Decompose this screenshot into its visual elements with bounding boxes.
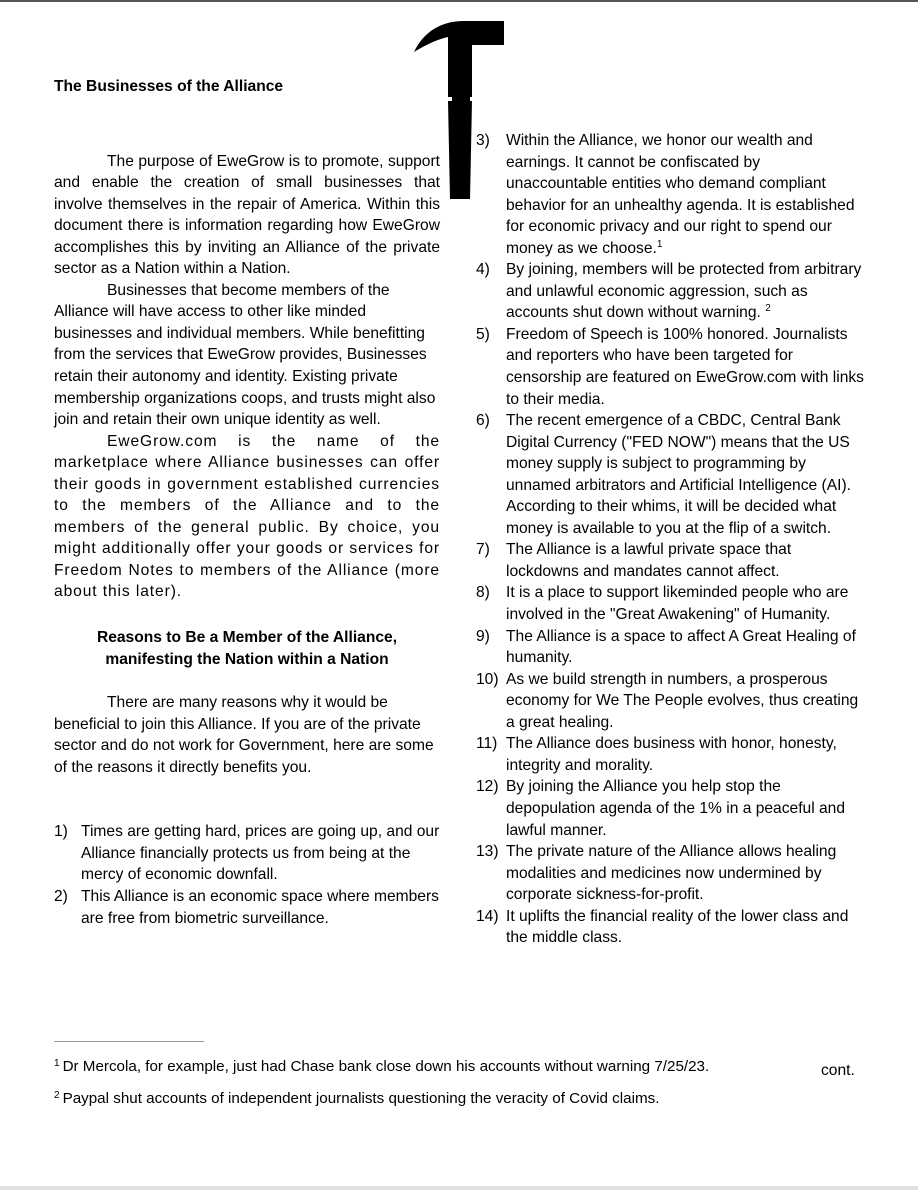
list-number: 2): [54, 887, 68, 905]
list-number: 10): [476, 670, 499, 688]
footnote-divider: [54, 1041, 204, 1042]
list-item: [476, 324, 864, 410]
section-heading: [54, 627, 440, 670]
list-text: Times are getting hard, prices are going up, and our Alliance financially protects us from being at the mercy of economic downfall.: [81, 823, 440, 884]
list-number: 12): [476, 778, 499, 796]
footnote-text: Paypal shut accounts of independent journalists questioning the veracity of Covid claims.: [62, 1090, 660, 1107]
list-number: 4): [476, 261, 490, 279]
paragraph-intro: There are many reasons why it would be beneficial to join this Alliance. If you are of the private sector and do not work for Government, here are some of the reasons it directly benefits you.: [54, 694, 434, 776]
list-number: 8): [476, 584, 490, 602]
list-item: [476, 259, 864, 324]
footnote-text: Dr Mercola, for example, just had Chase bank close down his accounts without warning 7/25/23.: [62, 1058, 710, 1075]
list-item: [476, 626, 864, 669]
list-item: [476, 410, 864, 539]
list-text: As we build strength in numbers, a prosperous economy for We The People evolves, thus creating a great healing.: [506, 670, 859, 731]
list-text: It uplifts the financial reality of the lower class and the middle class.: [506, 907, 849, 947]
paragraph-businesses: Businesses that become members of the Alliance will have access to other like minded businesses and individual members. While benefitting from the services that EweGrow provides, Businesses retain their autonomy and identity. Existing private membership organizations coops, and trusts might also join and retain their own unique identity as well.: [54, 281, 436, 429]
list-text: Freedom of Speech is 100% honored. Journalists and reporters who have been targeted for censorship are featured on EweGrow.com with links to their media.: [506, 325, 864, 408]
list-text: This Alliance is an economic space where members are free from biometric surveillance.: [81, 887, 439, 927]
list-item: [476, 841, 864, 906]
list-item: [476, 906, 864, 949]
list-text: The recent emergence of a CBDC, Central Bank Digital Currency ("FED NOW") means that the US money supply is subject to programming by unnamed arbitrators and Artificial Intelligence (AI). According to their whims, it will be decided what money is available to you at the flip of a switch.: [506, 412, 851, 537]
list-text: The private nature of the Alliance allows healing modalities and medicines now undermined by corporate sickness-for-profit.: [506, 843, 837, 904]
list-item: [476, 582, 864, 625]
right-column: [476, 130, 864, 949]
reasons-list-right: [476, 130, 864, 949]
list-text: By joining, members will be protected from arbitrary and unlawful economic aggression, such as accounts shut down without warning.: [506, 261, 862, 322]
list-number: 11): [476, 735, 498, 753]
list-number: 5): [476, 325, 490, 343]
top-rule: [0, 0, 918, 2]
list-text: Within the Alliance, we honor our wealth and earnings. It cannot be confiscated by unaccountable entities who demand compliant behavior for an unhealthy agenda. It is established for economic privacy and our right to spend our money as we choose.: [506, 132, 855, 257]
footnote-1: [54, 1054, 709, 1077]
list-number: 9): [476, 627, 490, 645]
list-item: [476, 539, 864, 582]
section-heading-line2: manifesting the Nation within a Nation: [105, 650, 389, 668]
footnote-ref[interactable]: 1: [656, 238, 663, 250]
paragraph-marketplace: EweGrow.com is the name of the marketplace where Alliance businesses can offer their goods in government established currencies to the members of the Alliance and to the members of the general public. By choice, you might additionally offer your goods or services for Freedom Notes to members of the Alliance (more about this later).: [54, 432, 440, 601]
list-number: 13): [476, 843, 499, 861]
list-number: 14): [476, 907, 499, 925]
list-number: 3): [476, 132, 490, 149]
reasons-list-left: [54, 821, 440, 929]
footnote-mark: 1: [54, 1058, 60, 1069]
continued-label: cont.: [821, 1062, 855, 1079]
list-item: [476, 776, 864, 841]
section-heading-line1: Reasons to Be a Member of the Alliance,: [96, 629, 398, 647]
list-text: It is a place to support likeminded people who are involved in the "Great Awakening" of Humanity.: [506, 584, 849, 624]
page-bottom-edge: [0, 1186, 918, 1190]
list-item: [476, 669, 864, 734]
list-item: [54, 821, 440, 886]
footnote-ref[interactable]: 2: [765, 303, 771, 315]
list-text: The Alliance is a space to affect A Great Healing of humanity.: [506, 627, 856, 667]
list-text: By joining the Alliance you help stop the depopulation agenda of the 1% in a peaceful and lawful manner.: [506, 778, 846, 839]
left-column: [54, 76, 440, 929]
footnote-mark: 2: [54, 1090, 60, 1101]
list-number: 1): [54, 823, 68, 841]
footnote-2: [54, 1086, 659, 1109]
list-item: [54, 886, 440, 929]
list-number: 6): [476, 412, 490, 430]
list-number: 7): [476, 541, 490, 559]
paragraph-purpose: The purpose of EweGrow is to promote, support and enable the creation of small businesses that involve themselves in the repair of America. Within this document there is information regarding how EweGrow accomplishes this by inviting an Alliance of the private sector as a Nation within a Nation.: [54, 152, 440, 278]
list-text: The Alliance is a lawful private space that lockdowns and mandates cannot affect.: [506, 541, 792, 580]
list-item: [476, 130, 864, 259]
list-text: The Alliance does business with honor, honesty, integrity and morality.: [506, 735, 837, 774]
list-item: [476, 733, 864, 776]
page-title: The Businesses of the Alliance: [54, 78, 284, 95]
